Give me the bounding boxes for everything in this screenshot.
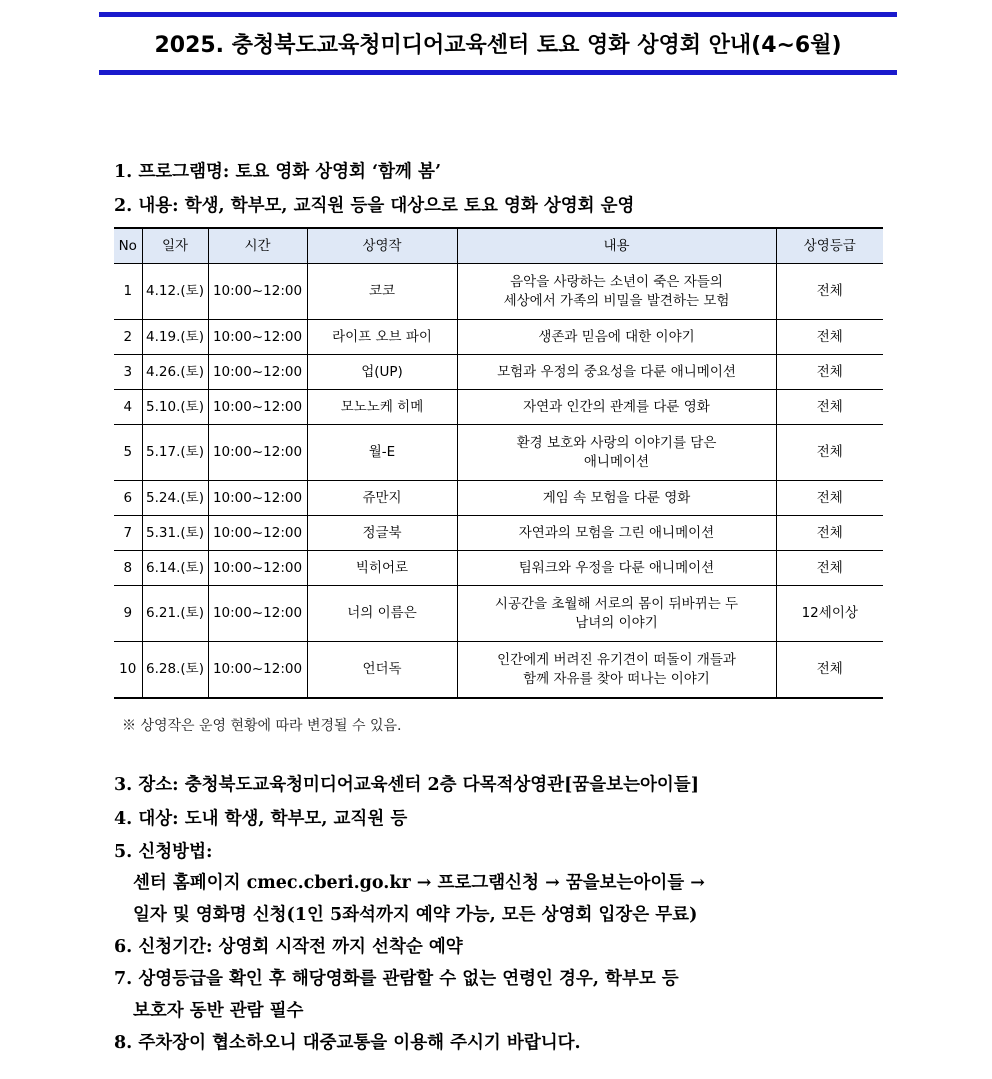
section-parking-notice: 8. 주차장이 협소하오니 대중교통을 이용해 주시기 바랍니다. [114, 1033, 581, 1053]
table-row [114, 481, 883, 516]
section-apply-method-detail: 센터 홈페이지 cmec.cberi.go.kr → 프로그램신청 → 꿈을보는아이들 → [133, 873, 705, 893]
cell-time: 10:00~12:00 [208, 481, 307, 516]
cell-no: 1 [114, 264, 142, 320]
cell-content: 자연과의 모험을 그린 애니메이션 [457, 516, 776, 551]
section-apply-period: 6. 신청기간: 상영회 시작전 까지 선착순 예약 [114, 937, 463, 957]
cell-content-line: 함께 자유를 찾아 떠나는 이야기 [523, 670, 710, 687]
cell-film: 월-E [307, 425, 457, 481]
cell-content-line: 시공간을 초월해 서로의 몸이 뒤바뀌는 두 [494, 595, 739, 612]
cell-rating: 전체 [776, 642, 883, 699]
cell-no: 9 [114, 586, 142, 642]
cell-content [457, 586, 776, 642]
cell-content [457, 425, 776, 481]
section-venue: 3. 장소: 충청북도교육청미디어교육센터 2층 다목적상영관[꿈을보는아이들] [114, 775, 699, 795]
cell-time: 10:00~12:00 [208, 355, 307, 390]
cell-rating: 12세이상 [776, 586, 883, 642]
section-apply-method-detail: 일자 및 영화명 신청(1인 5좌석까지 예약 가능, 모든 상영회 입장은 무료) [133, 905, 698, 925]
cell-no: 5 [114, 425, 142, 481]
title-banner [99, 12, 897, 75]
table-row [114, 642, 883, 699]
cell-content [457, 642, 776, 699]
cell-rating: 전체 [776, 481, 883, 516]
cell-date: 5.17.(토) [142, 425, 208, 481]
cell-content-line: 음악을 사랑하는 소년이 죽은 자들의 [510, 273, 723, 290]
cell-rating: 전체 [776, 320, 883, 355]
cell-content: 팀워크와 우정을 다룬 애니메이션 [457, 551, 776, 586]
table-row [114, 586, 883, 642]
header-rating: 상영등급 [776, 228, 883, 264]
cell-time: 10:00~12:00 [208, 586, 307, 642]
cell-date: 6.21.(토) [142, 586, 208, 642]
cell-rating: 전체 [776, 551, 883, 586]
cell-content-line: 인간에게 버려진 유기견이 떠돌이 개들과 [497, 651, 736, 668]
change-notice: ※ 상영작은 운영 현황에 따라 변경될 수 있음. [122, 718, 402, 734]
cell-no: 3 [114, 355, 142, 390]
cell-content-line: 남녀의 이야기 [575, 614, 658, 631]
cell-content [457, 264, 776, 320]
cell-date: 6.28.(토) [142, 642, 208, 699]
schedule-table [114, 227, 883, 699]
table-header-row [114, 228, 883, 264]
cell-date: 4.26.(토) [142, 355, 208, 390]
cell-film: 모노노케 히메 [307, 390, 457, 425]
cell-date: 4.12.(토) [142, 264, 208, 320]
cell-film: 라이프 오브 파이 [307, 320, 457, 355]
section-apply-method: 5. 신청방법: [114, 842, 213, 862]
table-row [114, 551, 883, 586]
cell-film: 정글북 [307, 516, 457, 551]
cell-rating: 전체 [776, 264, 883, 320]
cell-time: 10:00~12:00 [208, 516, 307, 551]
cell-film: 쥬만지 [307, 481, 457, 516]
header-time: 시간 [208, 228, 307, 264]
section-program-name: 1. 프로그램명: 토요 영화 상영회 ‘함께 봄’ [114, 162, 442, 182]
table-row [114, 390, 883, 425]
table-row [114, 355, 883, 390]
cell-rating: 전체 [776, 355, 883, 390]
cell-film: 너의 이름은 [307, 586, 457, 642]
cell-time: 10:00~12:00 [208, 320, 307, 355]
header-content: 내용 [457, 228, 776, 264]
cell-no: 8 [114, 551, 142, 586]
cell-time: 10:00~12:00 [208, 425, 307, 481]
cell-date: 5.31.(토) [142, 516, 208, 551]
cell-content: 모험과 우정의 중요성을 다룬 애니메이션 [457, 355, 776, 390]
cell-no: 4 [114, 390, 142, 425]
cell-film: 빅히어로 [307, 551, 457, 586]
cell-time: 10:00~12:00 [208, 390, 307, 425]
cell-content: 자연과 인간의 관계를 다룬 영화 [457, 390, 776, 425]
header-no: No [114, 228, 142, 264]
cell-content: 생존과 믿음에 대한 이야기 [457, 320, 776, 355]
cell-no: 6 [114, 481, 142, 516]
cell-time: 10:00~12:00 [208, 551, 307, 586]
cell-no: 2 [114, 320, 142, 355]
cell-no: 10 [114, 642, 142, 699]
cell-no: 7 [114, 516, 142, 551]
cell-content-line: 환경 보호와 사랑의 이야기를 담은 [516, 434, 717, 451]
section-rating-notice-detail: 보호자 동반 관람 필수 [133, 1001, 304, 1021]
section-content: 2. 내용: 학생, 학부모, 교직원 등을 대상으로 토요 영화 상영회 운영 [114, 196, 635, 216]
cell-content: 게임 속 모험을 다룬 영화 [457, 481, 776, 516]
cell-content-line: 세상에서 가족의 비밀을 발견하는 모험 [503, 292, 730, 309]
table-row [114, 264, 883, 320]
cell-film: 코코 [307, 264, 457, 320]
header-date: 일자 [142, 228, 208, 264]
header-film: 상영작 [307, 228, 457, 264]
cell-time: 10:00~12:00 [208, 264, 307, 320]
cell-time: 10:00~12:00 [208, 642, 307, 699]
cell-date: 4.19.(토) [142, 320, 208, 355]
cell-rating: 전체 [776, 425, 883, 481]
page-title: 2025. 충청북도교육청미디어교육센터 토요 영화 상영회 안내(4~6월) [154, 33, 842, 58]
cell-film: 업(UP) [307, 355, 457, 390]
section-rating-notice: 7. 상영등급을 확인 후 해당영화를 관람할 수 없는 연령인 경우, 학부모 등 [114, 969, 679, 989]
table-row [114, 516, 883, 551]
cell-date: 5.24.(토) [142, 481, 208, 516]
cell-film: 언더독 [307, 642, 457, 699]
cell-rating: 전체 [776, 390, 883, 425]
cell-date: 6.14.(토) [142, 551, 208, 586]
cell-content-line: 애니메이션 [583, 453, 650, 470]
section-audience: 4. 대상: 도내 학생, 학부모, 교직원 등 [114, 809, 408, 829]
table-row [114, 320, 883, 355]
table-row [114, 425, 883, 481]
cell-rating: 전체 [776, 516, 883, 551]
cell-date: 5.10.(토) [142, 390, 208, 425]
